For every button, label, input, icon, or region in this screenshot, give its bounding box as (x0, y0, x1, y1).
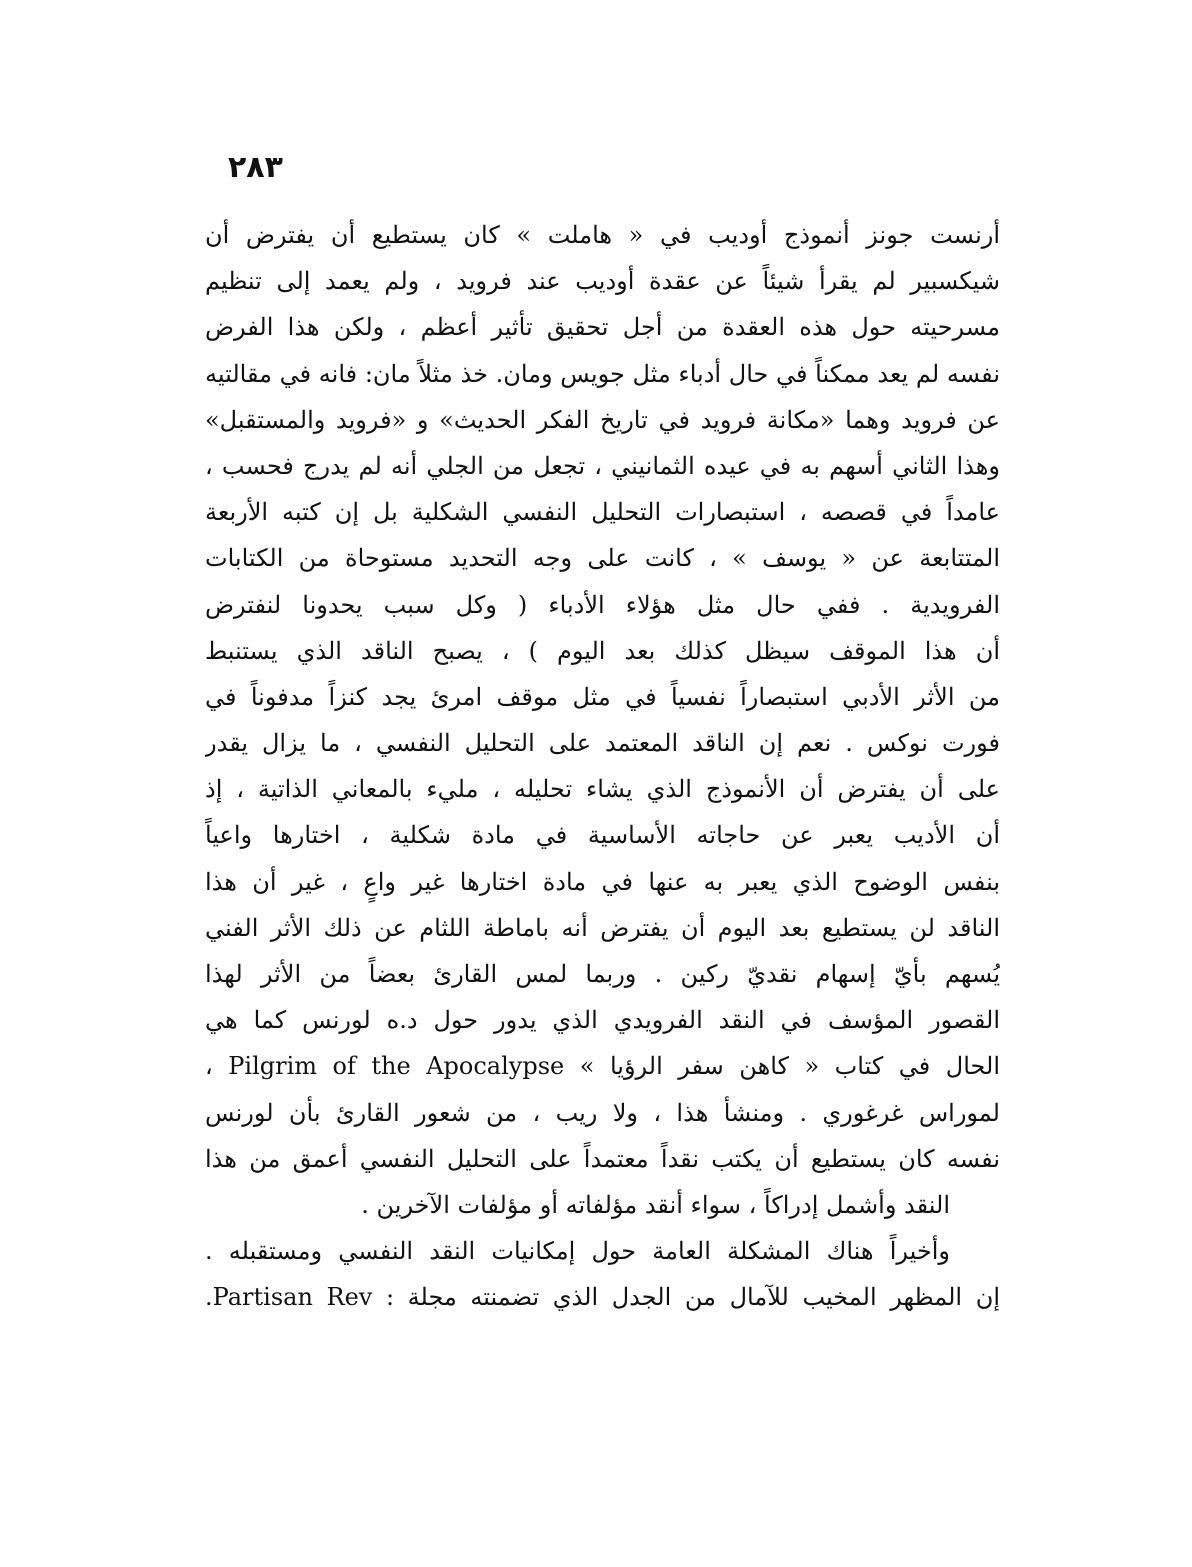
paragraph-start-line: وأخيراً هناك المشكلة العامة حول إمكانيات النقد النفسي ومستقبله . (205, 1237, 950, 1266)
paragraph-end-line: النقد وأشمل إدراكاً ، سواء أنقد مؤلفاته أو مؤلفات الآخرين . (361, 1190, 950, 1219)
text-line: أن هذا الموقف سيظل كذلك بعد اليوم ) ، يصبح الناقد الذي يستنبط (205, 636, 1000, 665)
text-line: فورت نوكس . نعم إن الناقد المعتمد على التحليل النفسي ، ما يزال يقدر (205, 729, 1000, 758)
text-line: الناقد لن يستطيع بعد اليوم أن يفترض أنه باماطة اللثام عن ذلك الأثر الفني (205, 913, 1000, 942)
text-line: الحال في كتاب « كاهن سفر الرؤيا » Pilgrim of the Apocalypse ، (205, 1052, 1000, 1081)
text-line: الفرويدية . ففي حال مثل هؤلاء الأدباء ( وكل سبب يحدونا لنفترض (205, 590, 1000, 619)
text-line: القصور المؤسف في النقد الفرويدي الذي يدور حول د.ه لورنس كما هي (205, 1006, 1000, 1035)
text-line: عن فرويد وهما «مكانة فرويد في تاريخ الفكر الحديث» و «فرويد والمستقبل» (205, 405, 1000, 434)
text-line: بنفس الوضوح الذي يعبر به عنها في مادة اختارها غير واعٍ ، غير أن هذا (205, 867, 1000, 896)
page-number: ٢٨٣ (228, 150, 283, 185)
text-line: لموراس غرغوري . ومنشأ هذا ، ولا ريب ، من شعور القارئ بأن لورنس (205, 1098, 1000, 1127)
text-line: المتتابعة عن « يوسف » ، كانت على وجه التحديد مستوحاة من الكتابات (205, 544, 1000, 573)
text-line: شيكسبير لم يقرأ شيئاً عن عقدة أوديب عند فرويد ، ولم يعمد إلى تنظيم (205, 267, 1000, 296)
text-line: على أن يفترض أن الأنموذج الذي يشاء تحليله ، مليء بالمعاني الذاتية ، إذ (205, 775, 1000, 804)
text-line: نفسه لم يعد ممكناً في حال أدباء مثل جويس ومان. خذ مثلاً مان: فانه في مقالتيه (205, 359, 1000, 388)
text-line: أن الأديب يعبر عن حاجاته الأساسية في مادة شكلية ، اختارها واعياً (205, 821, 1000, 850)
text-line: نفسه كان يستطيع أن يكتب نقداً معتمداً على التحليل النفسي أعمق من هذا (205, 1144, 1000, 1173)
body-text (205, 212, 1000, 1321)
text-line: وهذا الثاني أسهم به في عيده الثمانيني ، تجعل من الجلي أنه لم يدرج فحسب ، (205, 451, 1000, 480)
text-line: مسرحيته حول هذه العقدة من أجل تحقيق تأثير أعظم ، ولكن هذا الفرض (205, 313, 1000, 342)
text-line: أرنست جونز أنموذج أوديب في « هاملت » كان يستطيع أن يفترض أن (205, 221, 1000, 249)
text-line: عامداً في قصصه ، استبصارات التحليل النفسي الشكلية بل إن كتبه الأربعة (205, 498, 1000, 527)
text-line: إن المظهر المخيب للآمال من الجدل الذي تضمنته مجلة : Partisan Rev. (205, 1283, 1000, 1312)
text-line: يُسهم بأيّ إسهام نقديّ ركين . وربما لمس القارئ بعضاً من الأثر لهذا (205, 960, 1000, 988)
text-line: من الأثر الأدبي استبصاراً نفسياً في مثل موقف امرئ يجد كنزاً مدفوناً في (205, 682, 1000, 711)
